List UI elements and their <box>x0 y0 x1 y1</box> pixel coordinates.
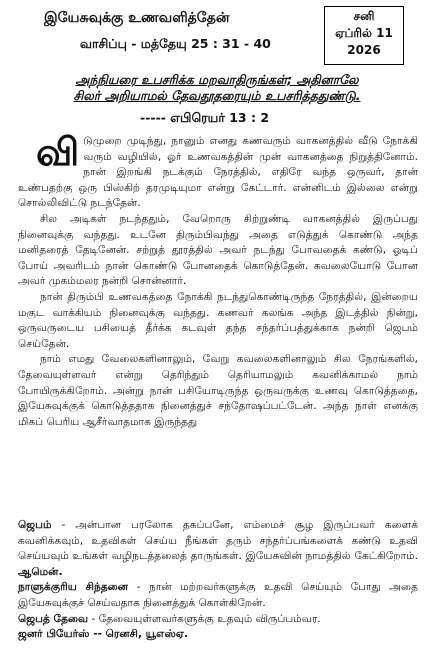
prayer-need <box>18 612 418 628</box>
date-year: 2026 <box>347 43 381 57</box>
thought-text: - நான் மற்றவர்களுக்கு உதவி செய்யும் போது அதை இயேசுவுக்குச் செய்வதாக நினைத்துக் கொள்கிறேன். <box>18 581 418 609</box>
paragraph-2: சில அடிகள் நடந்ததும், வேறொரு சிற்றுண்டி வாகனத்தில் இருப்பது நினைவுக்கு வந்தது. உடனே திரும்பிவந்து அதை எடுத்துக் கொண்டு அந்த மனிதரைத் தேடினேன். சற்றுத் தூரத்தில் அவர் நடந்து போவதைக் கண்டு, ஓடிப் போய் அவரிடம் நான் கொண்டு போனதைக் கொடுத்தேன். கவலையோடு போன அவர் முகம்மலர நன்றி சொன்னார். <box>18 212 418 288</box>
daily-thought <box>18 580 418 611</box>
date-month-day: ஏப்ரில் 11 <box>335 26 393 40</box>
date-box <box>324 6 404 65</box>
date-day: சனி <box>353 9 375 23</box>
paragraph-4: நாம் எமது வேலைகளினாலும், வேறு கவலைகளினாலும் சில நேரங்களில், தேவையுள்ளவர் என்று தெரிந்தும் தெரியாமலும் கவனிக்காமல் நாம் போயிருக்கிறோம். அன்று நான் பசியோடிருந்த ஒருவருக்கு உணவு கொடுத்ததை, இயேசுவுக்குக் கொடுத்ததாக நினைத்துச் சந்தோஷப்பட்டேன். அந்த நாள் எனக்கு மிகப் பெரிய ஆசீர்வாதமாக இருந்தது <box>18 353 418 428</box>
prayer <box>18 518 418 580</box>
prayer-text: - அன்பான பரலோக தகப்பனே, எம்மைச் சூழ இருப்பவர் களைக் கவனிக்கவும், உதவிகள் செய்ய நீங்கள் தரும் சந்தர்ப்பங்களைக் கண்டு உதவி செய்யவும் உங்கள் வழிநடத்தலைத் தாருங்கள். இயேசுவின் நாமத்தில் கேட்கிறோம். <box>18 519 418 563</box>
scripture-reading: வாசிப்பு - மத்தேயு 25 : 31 - 40 <box>80 36 271 51</box>
page-title: இயேசுவுக்கு உணவளித்தேன் <box>44 10 230 26</box>
drop-cap: வி <box>36 130 80 174</box>
paragraph-3: நான் திரும்பி உணவகத்தை நோக்கி நடந்துகொண்டிருந்த நேரத்தில், இன்றைய மகுட வாக்கியம் நினைவுக்கு வந்தது. கணவர் கலங்க அந்த இடத்தில் நின்று, ஒருவருடைய பசியைத் தீர்க்க கடவுள் தந்த சந்தர்ப்பத்துக்காக நன்றி ஜெபம் செய்தேன். <box>18 290 418 350</box>
verse-reference: ----- எபிரெயர் 13 : 2 <box>140 110 270 125</box>
key-verse <box>22 72 412 104</box>
thought-label: நாளுக்குரிய சிந்தனை <box>18 581 129 594</box>
key-verse-line-1: அந்நியரை உபசரிக்க மறவாதிருங்கள்; அதினாலே <box>75 72 359 87</box>
need-text: - தேவையுள்ளவர்களுக்கு உதவும் விருப்பம்வர. <box>88 612 321 625</box>
amen: ஆமென். <box>18 565 63 578</box>
paragraph-1 <box>18 130 418 212</box>
footer-section <box>18 518 418 643</box>
need-label: ஜெபத் தேவை <box>18 612 89 625</box>
prayer-label: ஜெபம் <box>18 519 52 531</box>
paragraph-1-text: டுமுறை முடிந்து, நானும் எனது கணவரும் வாகனத்தில் வீடு நோக்கி வரும் வழியில், ஓர் உணவகத்தின் முன் வாகனத்தை நிறுத்தினோம். நான் இறங்கி நடக்கும் நேரத்தில், எதிரே வந்த ஒருவர், தான் உண்பதற்கு ஒரு பிஸ்கிற் தரமுடியுமா என்று கேட்டார். என்னிடம் இல்லை என்று சொல்லிவிட்டு நடந்தேன். <box>18 135 418 210</box>
key-verse-line-2: சிலர் அறியாமல் தேவதூதரையும் உபசரித்ததுண்டு. <box>73 88 361 103</box>
author: ஜனர் பியேர்ஸ் -- ரெனசி, யூஎஸ்ஏ. <box>18 628 189 641</box>
devotional-body <box>18 130 418 430</box>
